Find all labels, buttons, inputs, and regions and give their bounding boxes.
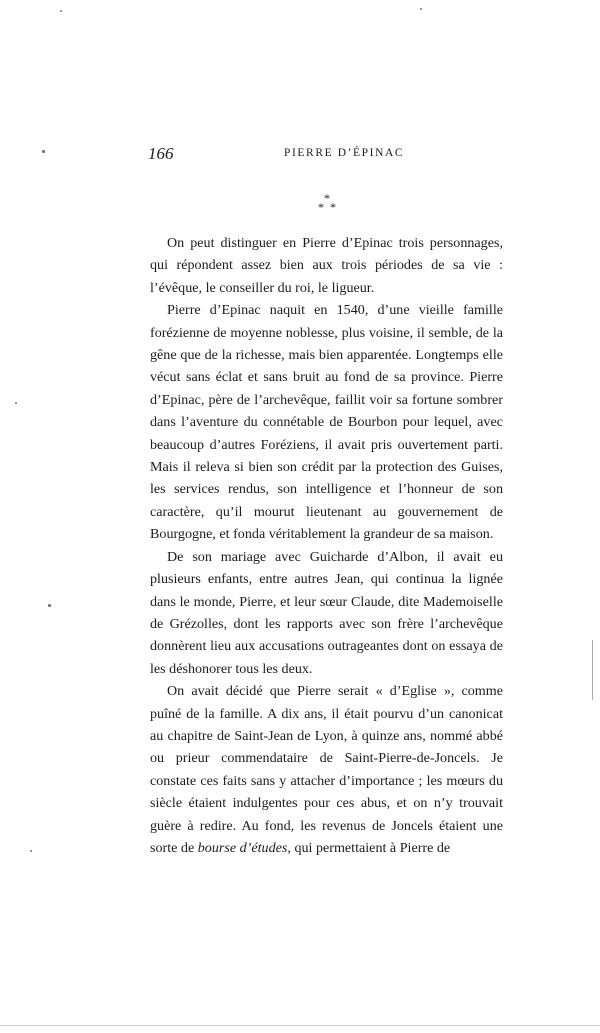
ornament-star-right: * bbox=[330, 200, 336, 214]
page-number: 166 bbox=[148, 144, 174, 163]
paragraph-1: On peut distinguer en Pierre d’Epinac trois personnages, qui répondent assez bien aux trois périodes de sa vie : l’évêque, le conseiller du roi, le ligueur. bbox=[150, 235, 503, 296]
paragraph-3: De son mariage avec Guicharde d’Albon, il avait eu plusieurs enfants, entre autres Jean, qui continua la lignée dans le monde, Pierre, et leur sœur Claude, dite Mademoiselle de Grézolles, dont les rapports avec son frère l’archevêque donnèrent lieu aux accusations outrageantes dont on essaya de les déshonorer tous les deux. bbox=[150, 548, 503, 677]
paragraph-4-end: , qui permettaient à Pierre de bbox=[287, 839, 451, 856]
scan-edge-line-bottom bbox=[0, 1025, 600, 1026]
running-head bbox=[148, 144, 504, 164]
running-title: PIERRE D’ÉPINAC bbox=[284, 147, 405, 159]
paragraph-2: Pierre d’Epinac naquit en 1540, d’une vieille famille forézienne de moyenne noblesse, plus voisine, il semble, de la gêne que de la richesse, mais bien apparentée. Longtemps elle vécut sans éclat et sans bruit au fond de sa province. Pierre d’Epinac, père de l’archevêque, faillit voir sa fortune sombrer dans l’aventure du connétable de Bourbon pour lequel, avec beaucoup d’autres Foréziens, il avait pris ouvertement parti. Mais il releva si bien son crédit par la protection des Guises, les services rendus, son intelligence et l’honneur de son caractère, qu’il mourut lieutenant au gouvernement de Bourgogne, et fonda véritablement la grandeur de sa maison. bbox=[150, 302, 503, 543]
scan-edge-line-right bbox=[592, 640, 593, 700]
paragraph-4-italic: bourse d’études bbox=[197, 839, 288, 856]
ornament-star-left: * bbox=[318, 200, 324, 214]
body-text bbox=[150, 232, 503, 859]
paragraph-4 bbox=[150, 680, 503, 859]
section-ornament bbox=[0, 192, 600, 222]
paragraph-4-text: On avait décidé que Pierre serait « d’Eglise », comme puîné de la famille. A dix ans, il était pourvu d’un canonicat au chapitre de Saint-Jean de Lyon, à quinze ans, nommé abbé ou prieur commendataire de Saint-Pierre-de-Joncels. Je constate ces faits sans y attacher d’importance ; les mœurs du siècle étaient indulgentes pour ces abus, et on n’y trouvait guère à redire. Au fond, les revenus de Joncels étaient une sorte de bbox=[150, 683, 503, 856]
ornament-star-top: * bbox=[324, 191, 330, 205]
